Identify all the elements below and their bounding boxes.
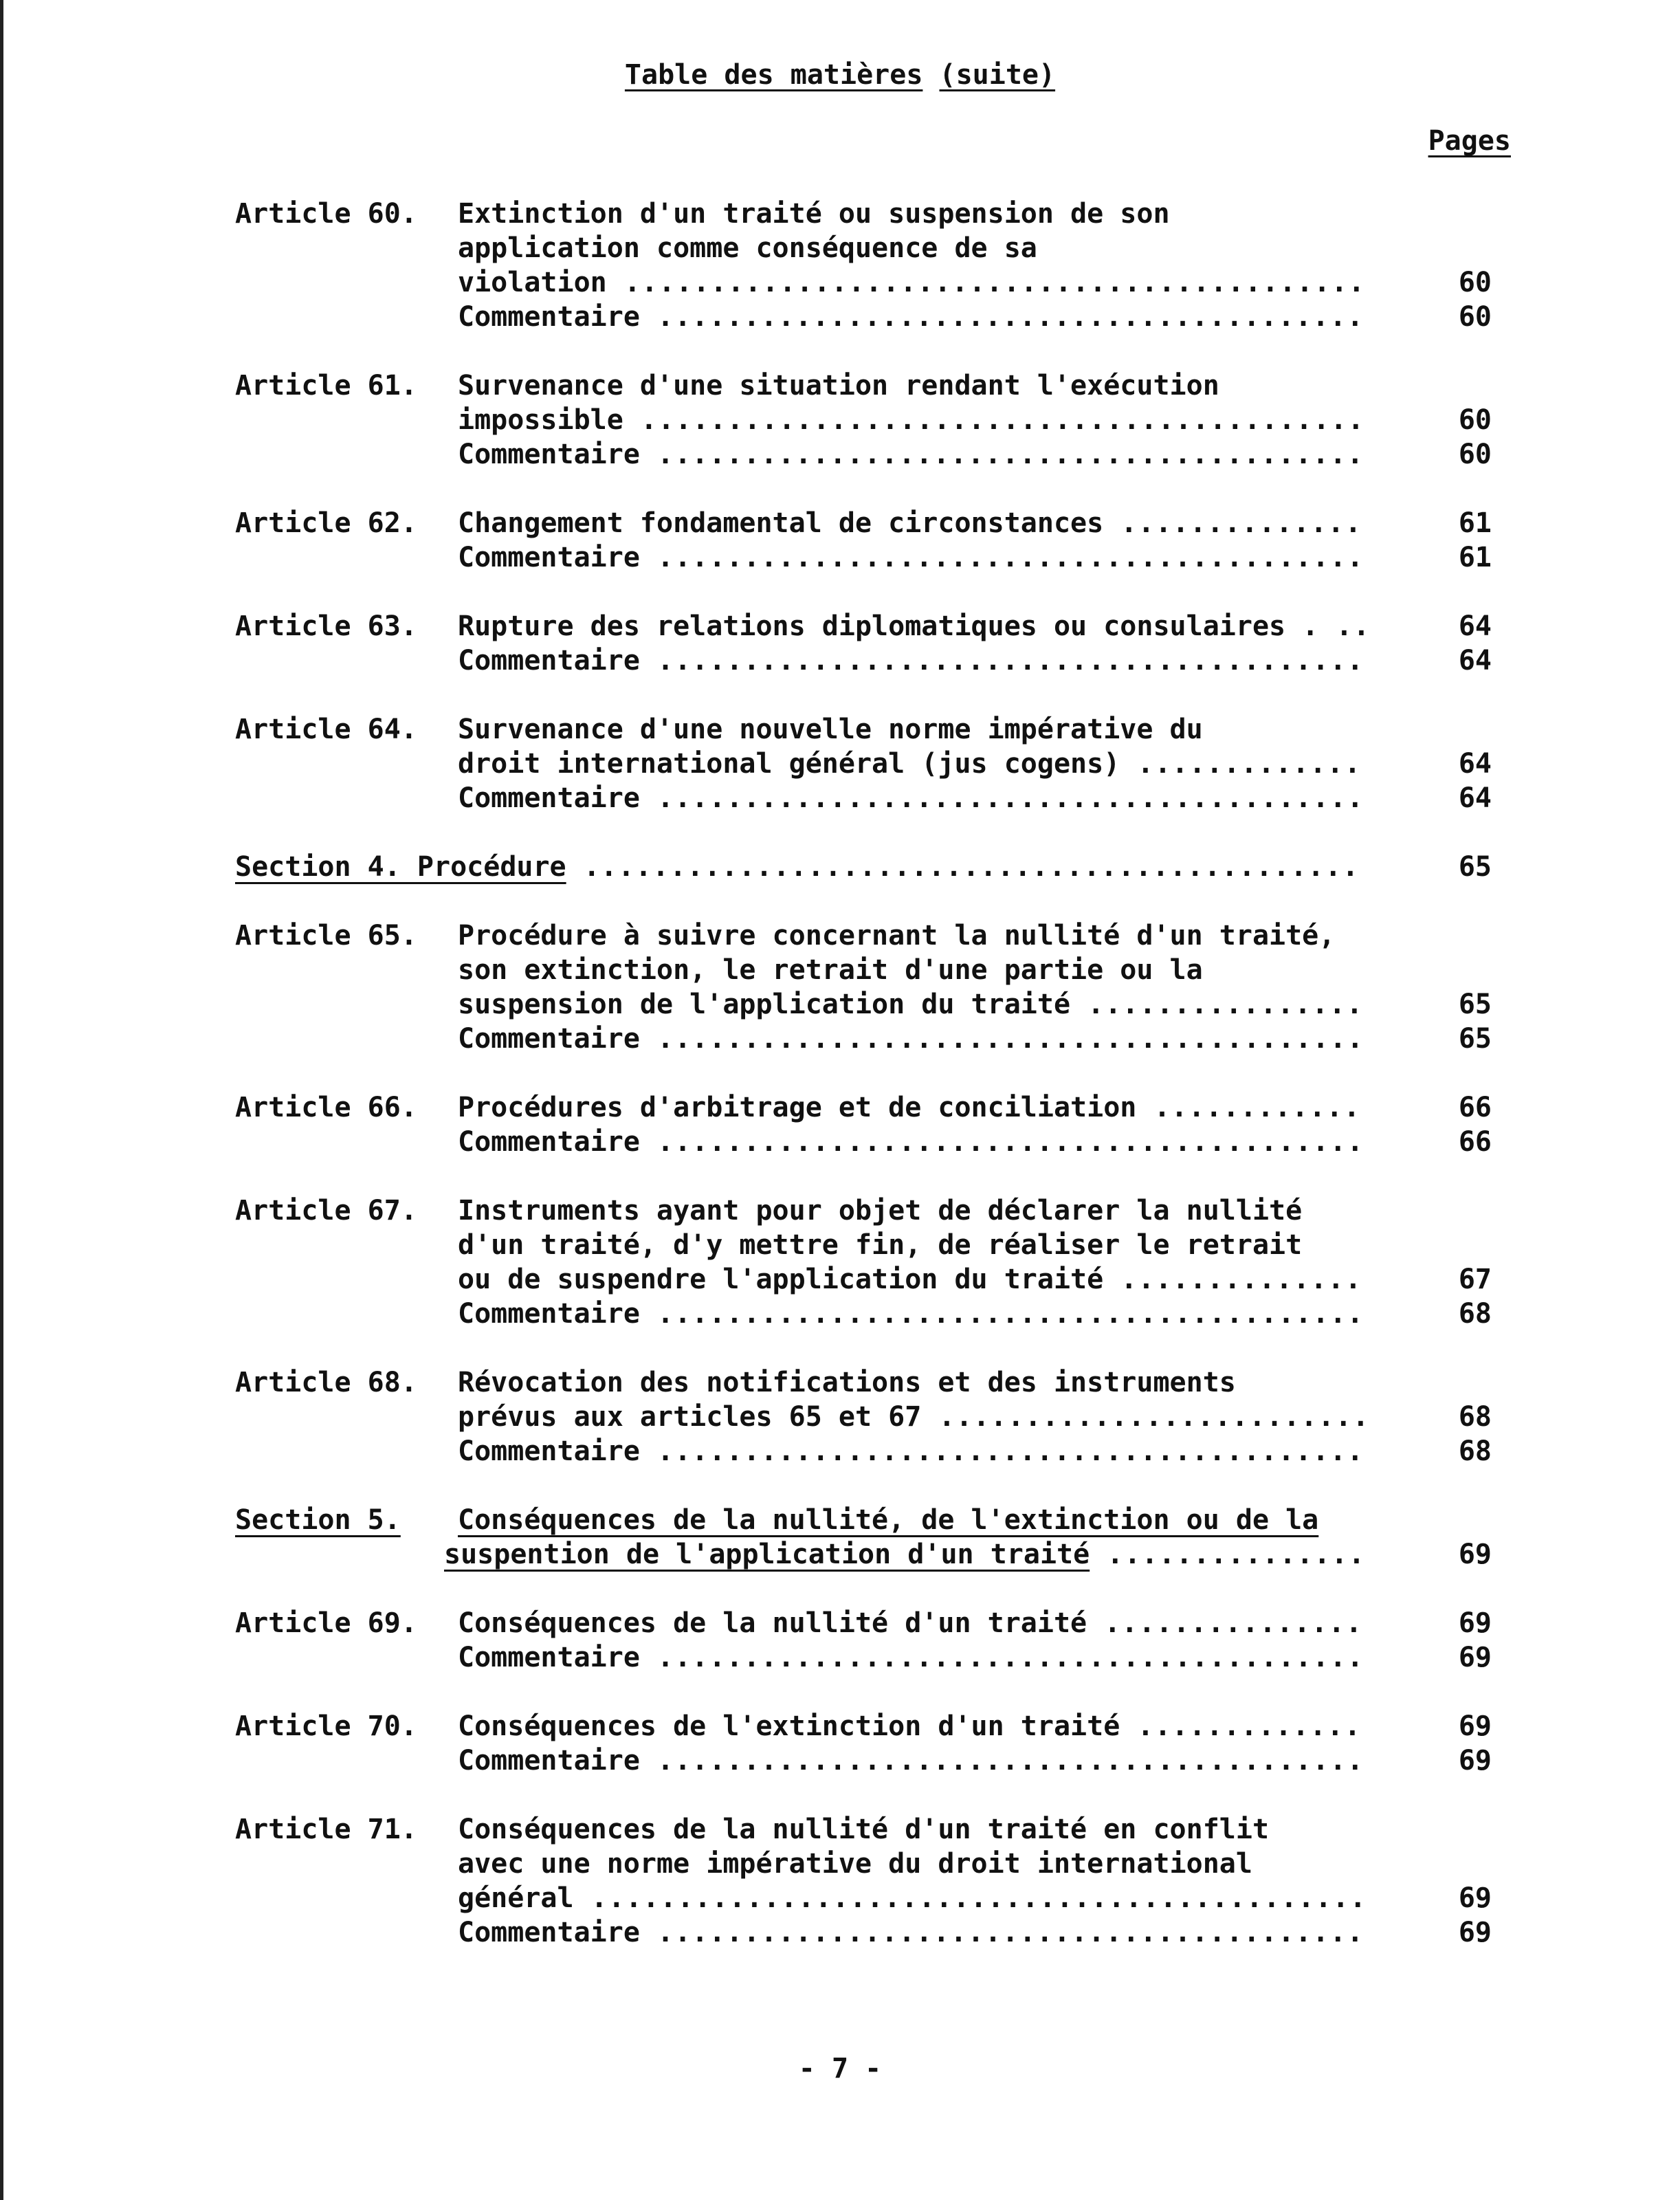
toc-entry-body [458,953,1364,987]
commentaire-label: Commentaire [458,645,640,676]
article-label: Article 69. [235,1607,417,1639]
toc-line [0,850,1680,884]
commentaire-label: Commentaire [458,1745,640,1776]
article-label: Article 70. [235,1710,417,1742]
toc-entry [0,609,1680,678]
entry-text-line: d'un traité, d'y mettre fin, de réaliser le retrait [458,1229,1303,1261]
toc-line [0,265,1680,300]
entry-text-line: avec une norme impérative du droit international [458,1848,1252,1880]
toc-entry [0,712,1680,815]
commentaire-line [0,1640,1680,1675]
toc-line [0,1606,1680,1640]
entry-text-line: Conséquences de l'extinction d'un traité [458,1710,1120,1742]
toc-entry [0,1365,1680,1468]
page-number: - 7 - [798,2053,882,2084]
toc-entry-body [458,1365,1364,1400]
commentaire-label: Commentaire [458,1298,640,1330]
toc-entry-body [458,1881,1364,1915]
toc-entry [0,850,1680,884]
toc-entry [0,197,1680,334]
entry-text-line: Survenance d'une situation rendant l'exécution [458,370,1219,402]
commentaire-page-ref: 60 [1458,439,1492,470]
toc-entry-body [458,1194,1364,1228]
entry-text-line: Changement fondamental de circonstances [458,507,1104,539]
pages-column-header: Pages [1428,125,1511,157]
toc-line [0,368,1680,403]
commentaire-label: Commentaire [458,1126,640,1158]
page-ref: 67 [1458,1264,1492,1295]
toc-entry-body [458,368,1364,403]
toc-line [0,1881,1680,1915]
commentaire-line [0,300,1680,334]
toc-entry-body [458,1400,1364,1434]
entry-text-line: son extinction, le retrait d'une partie ou la [458,954,1203,986]
entry-text-line: ou de suspendre l'application du traité [458,1264,1104,1295]
toc-line [0,1365,1680,1400]
entry-text-line: Survenance d'une nouvelle norme impérative du [458,714,1203,745]
toc-entry-body [458,712,1364,747]
commentaire-page-ref: 64 [1458,782,1492,814]
title-main: Table des matières [624,59,923,91]
toc-entry-body [458,1709,1364,1744]
commentaire-line [0,781,1680,815]
toc-entry [0,1709,1680,1778]
page-ref: 65 [1458,989,1492,1020]
table-of-contents [0,197,1680,1984]
toc-line [0,918,1680,953]
entry-text-line: Conséquences de la nullité d'un traité [458,1607,1087,1639]
page-ref: 61 [1458,507,1492,539]
article-label: Article 65. [235,920,417,952]
entry-text-line: général [458,1882,574,1914]
toc-line [0,953,1680,987]
commentaire-label: Commentaire [458,1023,640,1055]
article-label: Article 63. [235,610,417,642]
toc-entry-body [458,231,1364,265]
toc-entry [0,1503,1680,1572]
entry-text-line: Instruments ayant pour objet de déclarer la nullité [458,1195,1303,1226]
commentaire-line [0,1022,1680,1056]
entry-text-line: Procédure à suivre concernant la nullité d'un traité, [458,920,1336,952]
toc-line [0,712,1680,747]
page-ref: 69 [1458,1539,1492,1570]
commentaire-label: Commentaire [458,1917,640,1948]
commentaire-page-ref: 68 [1458,1436,1492,1467]
toc-entry-body [458,1228,1364,1262]
toc-entry-body [458,987,1364,1022]
toc-entry-body [458,506,1364,540]
entry-text-line: suspention de l'application d'un traité [444,1539,1090,1570]
article-label: Article 60. [235,198,417,230]
commentaire-line [0,1434,1680,1468]
toc-entry-body [458,403,1364,437]
section-heading: Section 4. Procédure [235,851,566,883]
toc-entry-body [458,609,1364,644]
commentaire-line [0,1915,1680,1950]
toc-entry-body [458,1262,1364,1297]
entry-text-line: violation [458,267,607,298]
toc-line [0,1194,1680,1228]
entry-text-line: Procédures d'arbitrage et de conciliation [458,1092,1137,1123]
toc-entry-body [458,644,1364,678]
toc-entry-body [458,1812,1364,1847]
page-ref: 68 [1458,1401,1492,1433]
toc-entry-body [235,850,1364,884]
commentaire-line [0,540,1680,575]
commentaire-line [0,644,1680,678]
article-label: Article 67. [235,1195,417,1226]
article-label: Article 62. [235,507,417,539]
toc-entry [0,918,1680,1056]
toc-entry [0,1090,1680,1159]
commentaire-line [0,1297,1680,1331]
entry-text-line: Conséquences de la nullité, de l'extinction ou de la [458,1504,1319,1536]
commentaire-page-ref: 61 [1458,542,1492,573]
toc-line [0,403,1680,437]
page-ref: 60 [1458,267,1492,298]
toc-entry-body [458,1847,1364,1881]
toc-line [0,231,1680,265]
commentaire-page-ref: 69 [1458,1745,1492,1776]
page-ref: 69 [1458,1607,1492,1639]
commentaire-label: Commentaire [458,542,640,573]
toc-entry-body [458,197,1364,231]
entry-text-line: Révocation des notifications et des instruments [458,1367,1236,1398]
page-ref: 66 [1458,1092,1492,1123]
toc-entry-body [458,1090,1364,1125]
page-ref: 65 [1458,851,1492,883]
entry-text-line: Extinction d'un traité ou suspension de son [458,198,1170,230]
toc-entry-body [458,747,1364,781]
commentaire-line [0,437,1680,472]
commentaire-page-ref: 68 [1458,1298,1492,1330]
commentaire-page-ref: 65 [1458,1023,1492,1055]
toc-entry-body [458,918,1364,953]
toc-entry [0,1606,1680,1675]
article-label: Article 71. [235,1814,417,1845]
article-label: Article 64. [235,714,417,745]
toc-entry-body [458,437,1364,472]
entry-text-line: Conséquences de la nullité d'un traité en conflit [458,1814,1270,1845]
commentaire-page-ref: 69 [1458,1642,1492,1673]
toc-entry [0,368,1680,472]
toc-line [0,1847,1680,1881]
toc-entry-body [458,1022,1364,1056]
toc-entry-body [458,781,1364,815]
commentaire-page-ref: 64 [1458,645,1492,676]
toc-line [0,987,1680,1022]
commentaire-label: Commentaire [458,782,640,814]
toc-entry [0,1812,1680,1950]
article-label: Article 68. [235,1367,417,1398]
commentaire-page-ref: 60 [1458,301,1492,333]
commentaire-label: Commentaire [458,1642,640,1673]
page-ref: 69 [1458,1882,1492,1914]
toc-line [0,1812,1680,1847]
toc-line [0,1400,1680,1434]
toc-entry-body [458,1744,1364,1778]
entry-text-line: droit international général (jus cogens) [458,748,1120,780]
toc-entry-body [444,1537,1364,1572]
toc-entry-body [458,1606,1364,1640]
commentaire-page-ref: 66 [1458,1126,1492,1158]
toc-line [0,609,1680,644]
page-ref: 69 [1458,1710,1492,1742]
entry-text-line: Rupture des relations diplomatiques ou consulaires . [458,610,1319,642]
toc-line [0,747,1680,781]
toc-entry-body [458,1434,1364,1468]
toc-entry-body [458,1125,1364,1159]
toc-entry-body [458,540,1364,575]
toc-line [0,197,1680,231]
commentaire-line [0,1125,1680,1159]
toc-line [0,1262,1680,1297]
page-ref: 60 [1458,404,1492,436]
entry-text-line: application comme conséquence de sa [458,232,1037,264]
toc-line [0,1503,1680,1537]
entry-text-line: suspension de l'application du traité [458,989,1071,1020]
toc-entry-body [458,265,1364,300]
toc-entry-body [458,1640,1364,1675]
article-label: Article 61. [235,370,417,402]
page-title [0,59,1680,91]
entry-text-line: prévus aux articles 65 et 67 [458,1401,922,1433]
toc-line [0,506,1680,540]
commentaire-line [0,1744,1680,1778]
page-ref: 64 [1458,748,1492,780]
toc-entry-body [458,300,1364,334]
toc-line [0,1228,1680,1262]
commentaire-label: Commentaire [458,439,640,470]
commentaire-label: Commentaire [458,301,640,333]
commentaire-page-ref: 69 [1458,1917,1492,1948]
entry-text-line: impossible [458,404,623,436]
toc-line [0,1090,1680,1125]
toc-line [0,1537,1680,1572]
title-suffix: (suite) [939,59,1056,91]
toc-entry [0,506,1680,575]
section-label: Section 5. [235,1504,401,1536]
article-label: Article 66. [235,1092,417,1123]
toc-entry [0,1194,1680,1331]
toc-line [0,1709,1680,1744]
commentaire-label: Commentaire [458,1436,640,1467]
toc-entry-body [458,1915,1364,1950]
page-ref: 64 [1458,610,1492,642]
toc-entry-body [458,1503,1364,1537]
toc-entry-body [458,1297,1364,1331]
